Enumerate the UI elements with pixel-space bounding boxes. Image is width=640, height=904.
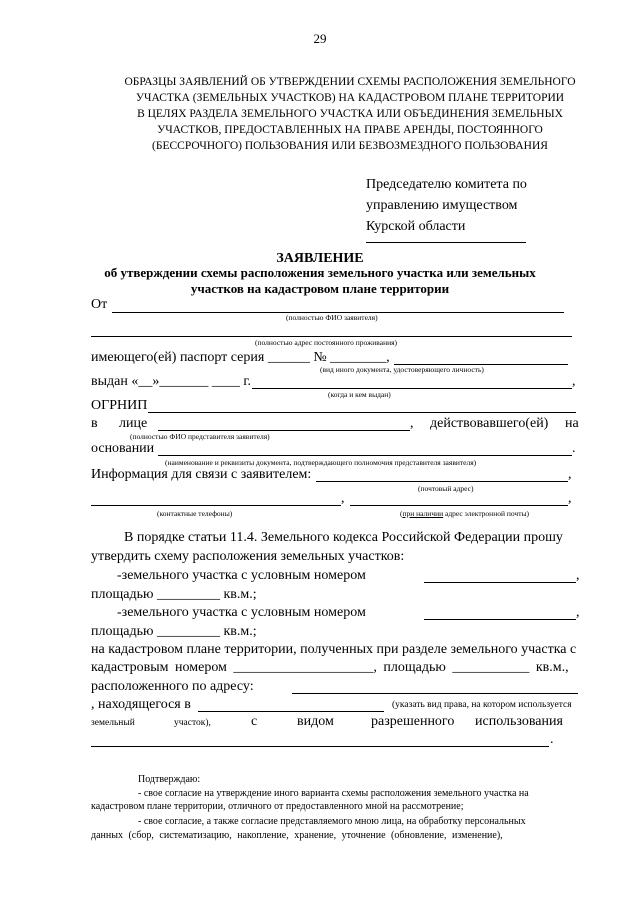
body-paragraph-line: В порядке статьи 11.4. Земельного кодекса Российской Федерации прошу [124,530,563,545]
hint-address: (полностью адрес постоянного проживания) [255,338,398,347]
body-paragraph-line: на кадастровом плане территории, полученных при разделе земельного участка с [91,642,577,657]
issued-comma: , [572,374,576,389]
issued-line: выдан «__»_______ ____ г. [91,374,252,389]
address-label: расположенного по адресу: [91,679,254,694]
land-word: земельный [91,718,135,728]
passport-line: имеющего(ей) паспорт серия ______ № ________, [91,350,390,365]
cadastral-line: кадастровым номером ____________________, площадью ___________ кв.м., [91,660,569,675]
plot-1-comma: , [576,568,580,583]
contact-label: Информация для связи с заявителем: [91,467,312,482]
on-word: на [565,416,579,431]
hint-email-pre: ( [400,509,403,518]
hint-representative-fio: (полностью ФИО представителя заявителя) [130,432,270,441]
hint-email [400,509,529,518]
right-type-field[interactable] [198,711,384,712]
hint-phones: (контактные телефоны) [157,509,233,518]
document-heading [60,74,640,154]
ogrnip-label: ОГРНИП [91,398,148,413]
basis-period: . [572,441,576,456]
email-field[interactable] [350,505,568,506]
confirm-label: Подтверждаю: [138,774,201,785]
confirm-text-line: кадастровом плане территории, отличного от предоставленного мной на рассмотрение; [91,801,464,812]
right-type-label: , находящегося в [91,697,191,712]
represented-in: в [91,416,98,431]
represented-person: лице [119,416,148,431]
permitted-word: разрешенного [371,714,455,729]
basis-field[interactable] [158,455,572,456]
phones-comma: , [341,491,345,506]
plot-address-field[interactable] [292,693,578,694]
hint-issued: (когда и кем выдан) [328,390,391,399]
hint-email-underlined: при наличии [402,509,444,518]
right-type-hint: (указать вид права, на котором используется [392,700,572,710]
plot-2-area: площадью _________ кв.м.; [91,624,257,639]
addressee-block [366,174,527,237]
plot-item-label: -земельного участка с условным номером [117,568,366,583]
plot-1-number-field[interactable] [424,582,576,583]
addressee-line: Председателю комитета по [366,177,527,192]
rep-comma: , [410,416,414,431]
confirm-text-line: - свое согласие на утверждение иного варианта схемы расположения земельного участка на [138,788,529,799]
hint-basis: (наименование и реквизиты документа, подтверждающего полномочия представителя заявителя) [165,458,477,467]
contact-comma: , [568,467,572,482]
body-paragraph-line: утвердить схему расположения земельных участков: [91,549,405,564]
email-comma: , [568,491,572,506]
hint-other-document: (вид иного документа, удостоверяющего личность) [320,365,484,374]
plot-item-label: -земельного участка с условным номером [117,605,366,620]
plot-2-number-field[interactable] [424,619,576,620]
document-subtitle: об утверждении схемы расположения земельного участка или земельных [104,265,536,280]
addressee-line: Курской области [366,219,466,234]
addressee-signature-line[interactable] [366,242,526,243]
page-number: 29 [313,31,327,46]
heading-line: (БЕССРОЧНОГО) ПОЛЬЗОВАНИЯ ИЛИ БЕЗВОЗМЕЗДНОГО ПОЛЬЗОВАНИЯ [152,140,548,152]
document-subtitle: участков на кадастровом плане территории [190,281,450,296]
representative-name-field[interactable] [158,430,410,431]
heading-line: В ЦЕЛЯХ РАЗДЕЛА ЗЕМЕЛЬНОГО УЧАСТКА ИЛИ ОБЪЕДИНЕНИЯ ЗЕМЕЛЬНЫХ [137,108,563,120]
plot-2-comma: , [576,605,580,620]
basis-label: основании [91,441,155,456]
plot-word: участок), [174,718,211,728]
acting-label: действовавшего(ей) [430,416,549,431]
ogrnip-field[interactable] [148,412,576,413]
permitted-use-field[interactable] [91,746,549,747]
confirm-text-line: - свое согласие, а также согласие представляемого мною лица, на обработку персональных [138,816,526,827]
body-end-period: . [550,732,554,747]
confirm-text-line: данных (сбор, систематизацию, накопление, хранение, уточнение (обновление, изменение), [91,830,503,841]
heading-line: УЧАСТКА (ЗЕМЕЛЬНЫХ УЧАСТКОВ) НА КАДАСТРОВОМ ПЛАНЕ ТЕРРИТОРИИ [135,92,565,104]
heading-line: ОБРАЗЦЫ ЗАЯВЛЕНИЙ ОБ УТВЕРЖДЕНИИ СХЕМЫ РАСПОЛОЖЕНИЯ ЗЕМЕЛЬНОГО [124,76,576,88]
plot-1-area: площадью _________ кв.м.; [91,587,257,602]
heading-line: УЧАСТКОВ, ПРЕДОСТАВЛЕННЫХ НА ПРАВЕ АРЕНДЫ, ПОСТОЯННОГО [157,124,543,136]
from-label: От [91,297,108,312]
postal-address-field[interactable] [316,481,568,482]
document-title: ЗАЯВЛЕНИЕ [276,251,364,266]
kind-word: видом [297,714,334,729]
with-word: с [251,714,258,729]
hint-email-post: адрес электронной почты) [443,509,530,518]
use-word: использования [475,714,563,729]
addressee-line: управлению имуществом [366,198,518,213]
hint-postal: (почтовый адрес) [418,484,474,493]
phones-field[interactable] [91,505,341,506]
hint-fio: (полностью ФИО заявителя) [286,313,378,322]
issued-by-field[interactable] [252,388,572,389]
applicant-address-field[interactable] [91,336,572,337]
